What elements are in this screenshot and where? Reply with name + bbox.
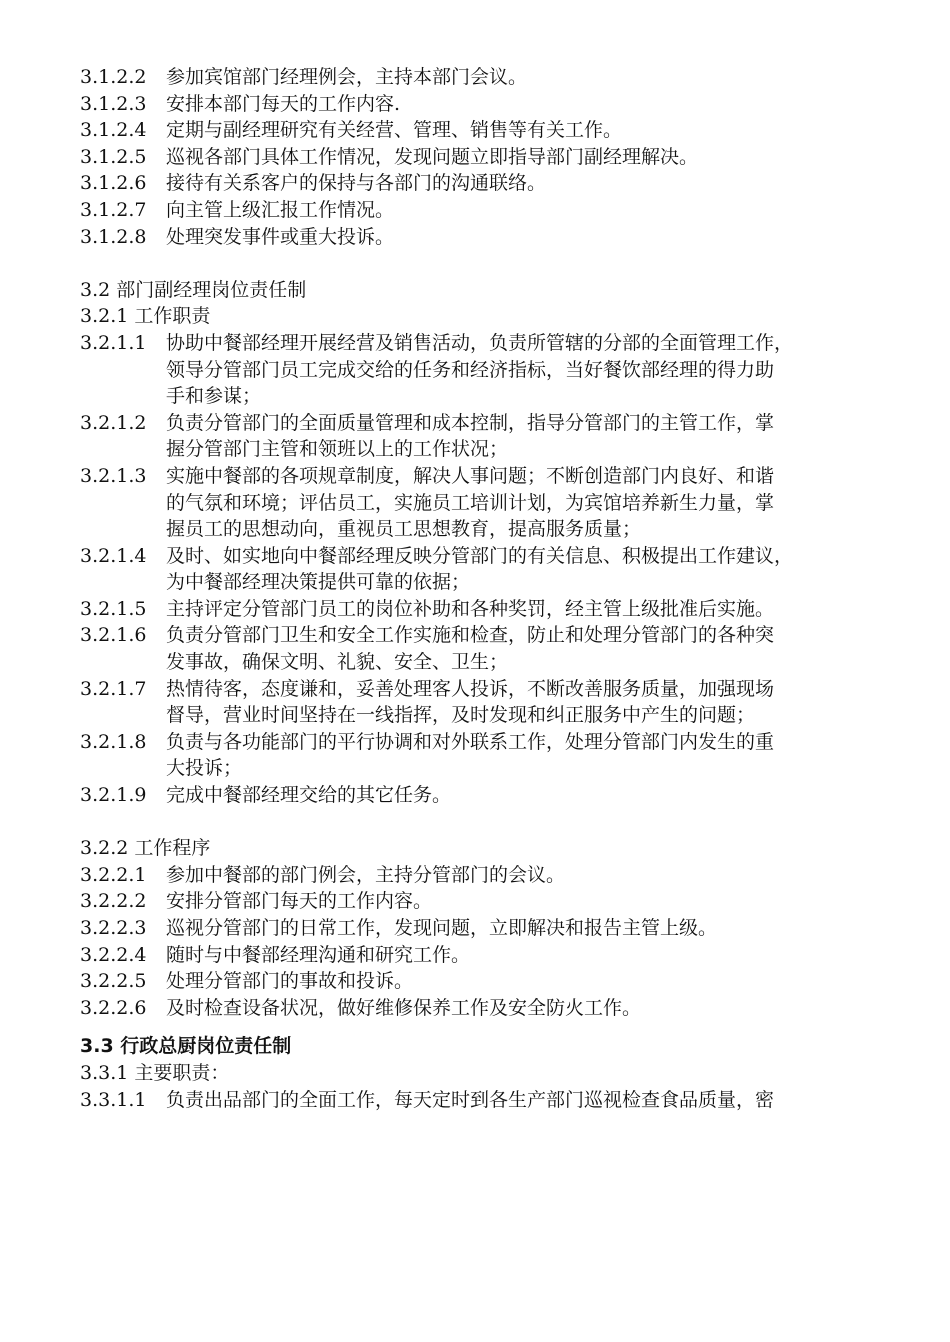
list-item: 3.2.1.4 及时、如实地向中餐部经理反映分管部门的有关信息、积极提出工作建议， 为中餐部经理决策提供可靠的依据； <box>80 544 794 594</box>
list-item: 3.2.2.2 安排分管部门每天的工作内容。 <box>80 890 433 913</box>
section-subtitle: 3.3.1 主要职责： <box>80 1061 230 1084</box>
list-item: 3.2.1.5 主持评定分管部门员工的岗位补助和各种奖罚，经主管上级批准后实施。 <box>80 597 775 620</box>
section-title: 3.3 行政总厨岗位责任制 <box>80 1035 292 1058</box>
list-item: 3.3.1.1 负责出品部门的全面工作，每天定时到各生产部门巡视检查食品质量，密 <box>80 1088 775 1111</box>
list-item: 3.2.2.4 随时与中餐部经理沟通和研究工作。 <box>80 943 471 966</box>
section-title: 3.2 部门副经理岗位责任制 <box>80 278 307 301</box>
list-item: 3.2.2.6 及时检查设备状况，做好维修保养工作及安全防火工作。 <box>80 996 642 1019</box>
list-item: 3.2.2.3 巡视分管部门的日常工作，发现问题，立即解决和报告主管上级。 <box>80 917 718 939</box>
document-body <box>80 64 900 1113</box>
list-item: 3.2.1.8 负责与各功能部门的平行协调和对外联系工作，处理分管部门内发生的重 大投诉； <box>80 730 775 780</box>
list-item: 3.1.2.4 定期与副经理研究有关经营、管理、销售等有关工作。 <box>80 119 623 142</box>
list-item: 3.2.1.3 实施中餐部的各项规章制度，解决人事问题；不断创造部门内良好、和谐 的气氛和环境；评估员工，实施员工培训计划，为宾馆培养新生力量，掌 握员工的思想动向，重视员工思想教育，提高服务质量； <box>80 464 775 541</box>
section-subtitle: 3.2.1 工作职责 <box>80 305 211 328</box>
list-item: 3.2.2.1 参加中餐部的部门例会，主持分管部门的会议。 <box>80 863 566 886</box>
list-item: 3.2.2.5 处理分管部门的事故和投诉。 <box>80 970 414 993</box>
list-item: 3.1.2.2 参加宾馆部门经理例会，主持本部门会议。 <box>80 66 528 88</box>
section-subtitle: 3.2.2 工作程序 <box>80 837 211 860</box>
list-item: 3.1.2.7 向主管上级汇报工作情况。 <box>80 198 395 221</box>
list-item: 3.2.1.1 协助中餐部经理开展经营及销售活动，负责所管辖的分部的全面管理工作， 领导分管部门员工完成交给的任务和经济指标，当好餐饮部经理的得力助 手和参谋； <box>80 331 794 408</box>
list-item: 3.2.1.9 完成中餐部经理交给的其它任务。 <box>80 784 452 807</box>
list-item: 3.2.1.2 负责分管部门的全面质量管理和成本控制，指导分管部门的主管工作，掌 握分管部门主管和领班以上的工作状况； <box>80 411 775 461</box>
list-item: 3.1.2.8 处理突发事件或重大投诉。 <box>80 225 395 248</box>
list-item: 3.1.2.3 安排本部门每天的工作内容. <box>80 92 401 115</box>
list-item: 3.1.2.5 巡视各部门具体工作情况，发现问题立即指导部门副经理解决。 <box>80 145 699 168</box>
list-item: 3.2.1.6 负责分管部门卫生和安全工作实施和检查，防止和处理分管部门的各种突 发事故，确保文明、礼貌、安全、卫生； <box>80 624 775 674</box>
list-item: 3.1.2.6 接待有关系客户的保持与各部门的沟通联络。 <box>80 172 547 195</box>
list-item: 3.2.1.7 热情待客，态度谦和，妥善处理客人投诉，不断改善服务质量，加强现场 督导，营业时间坚持在一线指挥，及时发现和纠正服务中产生的问题； <box>80 677 775 727</box>
